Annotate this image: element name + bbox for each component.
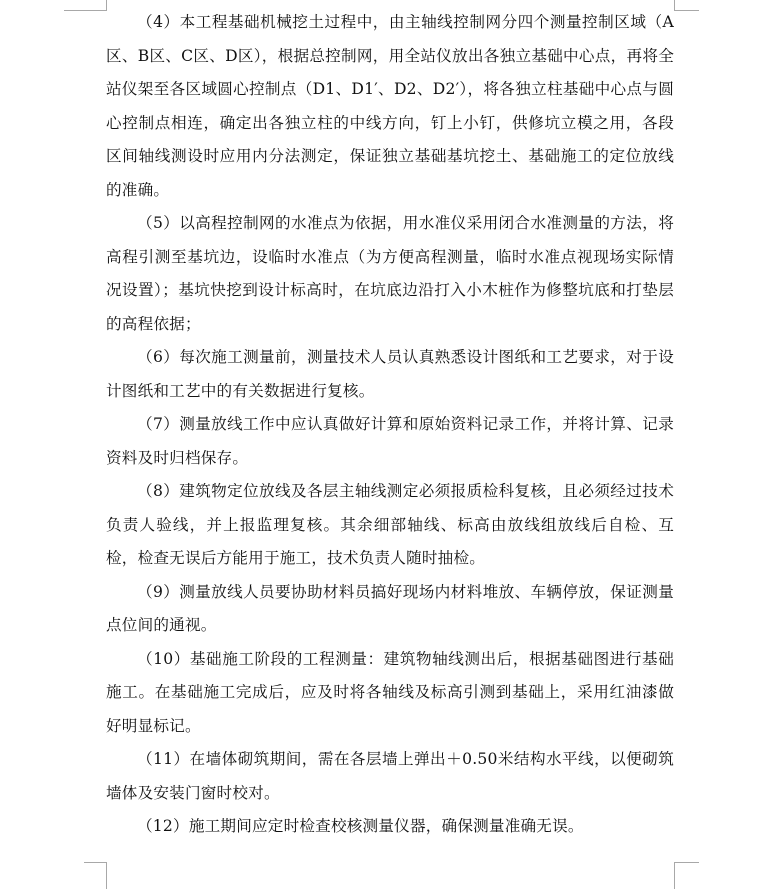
paragraph-9: （9）测量放线人员要协助材料员搞好现场内材料堆放、车辆停放，保证测量点位间的通视。	[106, 582, 674, 634]
document-body	[106, 6, 674, 844]
paragraph-4: （4）本工程基础机械挖土过程中，由主轴线控制网分四个测量控制区域（A区、B区、C区、D区），根据总控制网，用全站仪放出各独立基础中心点，再将全站仪架至各区域圆心控制点（D1、D1′、D2、D2′），将各独立柱基础中心点与圆心控制点相连，确定出各独立柱的中线方向，钉上小钉，供修坑立模之用，各段区间轴线测设时应用内分法测定，保证独立基础基坑挖土、基础施工的定位放线的准确。	[106, 13, 674, 199]
paragraph-12: （12）施工期间应定时检查校核测量仪器，确保测量准确无误。	[137, 817, 584, 835]
paragraph-7: （7）测量放线工作中应认真做好计算和原始资料记录工作，并将计算、记录资料及时归档保存。	[106, 415, 674, 467]
paragraph-5: （5）以高程控制网的水准点为依据，用水准仪采用闭合水准测量的方法，将高程引测至基坑边，设临时水准点（为方便高程测量，临时水准点视现场实际情况设置）；基坑快挖到设计标高时，在坑底边沿打入小木桩作为修整坑底和打垫层的高程依据；	[106, 214, 674, 333]
page-corner-mark-top-right	[674, 0, 699, 11]
paragraph-11: （11）在墙体砌筑期间，需在各层墙上弹出＋0.50米结构水平线，以便砌筑墙体及安装门窗时校对。	[106, 750, 674, 802]
paragraph-6: （6）每次施工测量前，测量技术人员认真熟悉设计图纸和工艺要求，对于设计图纸和工艺中的有关数据进行复核。	[106, 348, 674, 400]
page-corner-mark-top-left	[64, 0, 107, 11]
page-corner-mark-bottom-left	[84, 862, 107, 889]
page-corner-mark-bottom-right	[674, 862, 699, 889]
paragraph-8: （8）建筑物定位放线及各层主轴线测定必须报质检科复核，且必须经过技术负责人验线，并上报监理复核。其余细部轴线、标高由放线组放线后自检、互检，检查无误后方能用于施工，技术负责人随时抽检。	[106, 482, 674, 567]
paragraph-10: （10）基础施工阶段的工程测量：建筑物轴线测出后，根据基础图进行基础施工。在基础施工完成后，应及时将各轴线及标高引测到基础上，采用红油漆做好明显标记。	[106, 649, 674, 735]
